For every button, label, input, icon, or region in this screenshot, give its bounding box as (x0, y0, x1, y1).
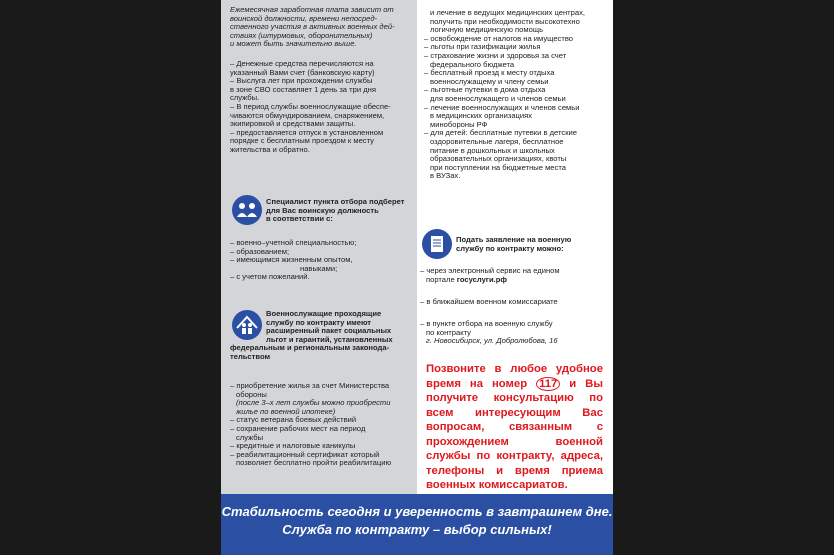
list-line: – льготные путевки в дома отдыха (424, 85, 546, 95)
list-line: – в пункте отбора на военную службу (420, 319, 553, 328)
list-line: – статус ветерана боевых действий (230, 415, 357, 425)
apply-heading (456, 236, 608, 253)
heading-line: расширенный пакет социальных (266, 326, 392, 336)
list-line: – льготы при газификации жилья (424, 42, 541, 52)
list-line: – кредитные и налоговые каникулы (230, 441, 356, 451)
list-line: – сохранение рабочих мест на период (230, 423, 366, 433)
list-line: питание в дошкольных и школьных (430, 145, 555, 155)
list-line: указанный Вами счет (банковскую карту) (230, 67, 375, 77)
list-line: порядке с бесплатным проездом к месту (230, 136, 374, 146)
intro-text (230, 6, 416, 49)
footer-banner (221, 494, 613, 555)
list-line: – Выслуга лет при прохождении службы (230, 76, 373, 86)
list-line: службы (236, 432, 264, 442)
list-line: – образованием; (230, 246, 290, 256)
list-line: – бесплатный проезд к месту отдыха (424, 68, 555, 78)
heading-line: Подать заявление на военную (456, 235, 572, 244)
list-line: – военно–учетной специальностью; (230, 238, 357, 247)
intro-line: воинской должности, времени непосред- (230, 13, 378, 23)
list-line: оздоровительные лагеря, бесплатное (430, 136, 564, 146)
list-line: – для детей: бесплатные путевки в детские (424, 128, 577, 138)
list-line: военнослужащему и члену семьи (430, 76, 549, 86)
list-line: образовательных организациях, квоты (430, 154, 567, 164)
apply-selection-point (420, 320, 610, 346)
portal-text: портале (426, 274, 457, 284)
intro-line: ствиях (штурмовых, оборонительных) (230, 30, 373, 40)
apply-online (420, 267, 610, 284)
list-line: навыками; (300, 263, 338, 273)
list-line: и лечение в ведущих медицинских центрах, (430, 8, 585, 17)
heading-line: в соответствии с: (266, 214, 333, 224)
list-line: – Денежные средства перечисляются на (230, 59, 374, 68)
footer-slogan-2: Служба по контракту – выбор сильных! (282, 522, 552, 537)
heading-line: льгот и гарантий, установленных (266, 334, 393, 344)
phone-number[interactable]: 117 (536, 377, 560, 391)
list-line: – реабилитационный сертификат который (230, 449, 380, 459)
right-column (417, 0, 613, 494)
heading-line: Военнослужащие проходящие (266, 309, 382, 318)
benefits-list-1 (230, 60, 416, 155)
call-text-end: и Вы получите консультацию по всем интересующим Вас вопросам, связанным с прохождением военной службы по контракту, адреса, телефоны и время приема военных комиссариатов. (426, 377, 603, 491)
specialist-list (230, 239, 416, 282)
list-line: – В период службы военнослужащие обеспе- (230, 101, 391, 111)
list-line: минобороны РФ (430, 119, 488, 129)
list-line: в медицинских организациях (430, 111, 533, 121)
list-line: обороны (236, 389, 267, 399)
left-column (221, 0, 417, 494)
list-line: службы. (230, 93, 260, 103)
heading-line: для Вас воинскую должность (266, 205, 379, 215)
heading-line: службу по контракту можно: (456, 243, 564, 253)
list-line: – с учетом пожеланий. (230, 272, 310, 282)
list-line: – страхование жизни и здоровья за счет (424, 50, 567, 60)
heading-line: службу по контракту имеют (266, 317, 371, 327)
heading-line: федеральным и региональным законода- (230, 343, 390, 352)
address: г. Новосибирск, ул. Добролюбова, 16 (426, 336, 558, 346)
specialist-heading (266, 198, 416, 224)
heading-line: Специалист пункта отбора подберет (266, 197, 405, 206)
servicemen-heading (266, 310, 416, 344)
list-line: – освобождение от налогов на имущество (424, 33, 573, 43)
people-icon (232, 195, 262, 225)
list-line: жительства и обратно. (230, 144, 310, 154)
intro-line: и может быть значительно выше. (230, 39, 357, 49)
list-line: федерального бюджета (430, 59, 515, 69)
list-line: для военнослужащего и членов семьи (430, 93, 566, 103)
list-line: позволяет бесплатно пройти реабилитацию (236, 458, 392, 468)
list-line: по контракту (426, 327, 471, 337)
apply-commissariat: – в ближайшем военном комиссариате (420, 297, 558, 306)
list-line: чиваются обмундированием, снаряжением, (230, 110, 385, 120)
hands-family-icon (232, 310, 262, 340)
list-line: при поступлении на бюджетные места (430, 162, 566, 172)
call-to-action (426, 362, 603, 493)
list-line: (после 3–х лет службы можно приобрести (236, 398, 391, 408)
list-line: получить при необходимости высокотехно (430, 16, 580, 26)
list-line: – лечение военнослужащих и членов семьи (424, 102, 580, 112)
heading-line: тельством (230, 351, 271, 361)
intro-line: ственного участия в активных военных дей- (230, 22, 395, 32)
call-text: Позвоните в любое удобное время на номер (426, 363, 603, 390)
servicemen-heading-cont (230, 344, 416, 361)
list-line: в ВУЗах. (430, 171, 461, 181)
list-line: экипировкой и средствами защиты. (230, 119, 356, 129)
document-icon (422, 229, 452, 259)
portal-link: госуслуги.рф (456, 274, 508, 284)
list-line: – приобретение жилья за счет Министерства (230, 381, 390, 390)
list-line: логичную медицинскую помощь (430, 25, 544, 35)
list-line: в зоне СВО составляет 1 день за три дня (230, 84, 376, 94)
benefits-list-2 (424, 9, 609, 181)
intro-line: Ежемесячная заработная плата зависит от (230, 5, 394, 14)
list-line (420, 276, 610, 285)
footer-slogan-1: Стабильность сегодня и уверенность в завтрашнем дне. (221, 504, 613, 519)
list-line: жилье по военной ипотеке) (236, 406, 336, 416)
servicemen-list (230, 382, 416, 468)
list-line: – предоставляется отпуск в установленном (230, 127, 384, 137)
list-line: – имеющимся жизненным опытом, (230, 255, 353, 265)
list-line: – через электронный сервис на едином (420, 266, 560, 275)
leaflet-page (221, 0, 613, 555)
